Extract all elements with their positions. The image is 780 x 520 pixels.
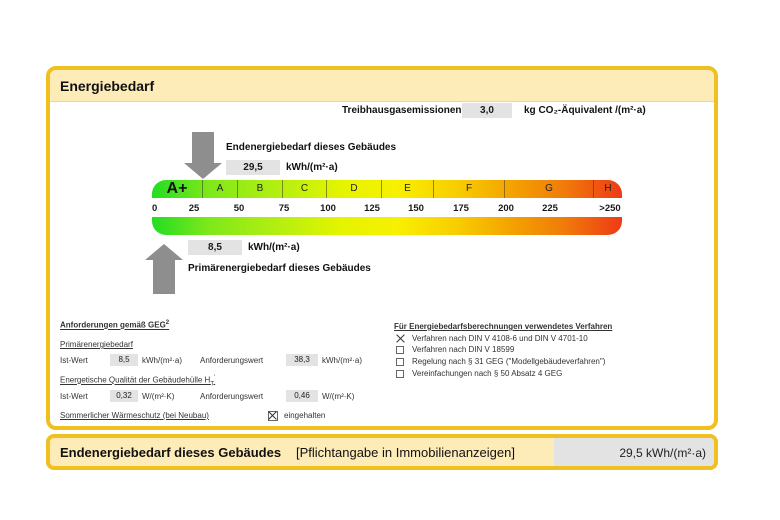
class-f: F: [434, 180, 505, 198]
end-energy-summary-bar: [46, 434, 718, 470]
primary-energy-label: Primärenergiebedarf dieses Gebäudes: [188, 263, 371, 274]
tick-50: 50: [233, 203, 245, 214]
end-energy-value: 29,5: [226, 160, 280, 175]
envelope-heading: Energetische Qualität der Gebäudehülle $H_T'$: [60, 375, 216, 388]
summary-note: [Pflichtangabe in Immobilienanzeigen]: [296, 445, 515, 460]
end-energy-arrow-icon: [192, 132, 214, 164]
class-h: H: [604, 183, 612, 194]
emissions-unit: kg CO₂-Äquivalent /(m²·a): [524, 105, 646, 116]
envelope-ist-label: Ist-Wert: [60, 392, 88, 401]
summer-protection-checkbox[interactable]: [268, 411, 278, 421]
envelope-req-unit: W/(m²·K): [322, 392, 355, 401]
method-label-4: Vereinfachungen nach § 50 Absatz 4 GEG: [412, 369, 563, 378]
tick-200: 200: [498, 203, 514, 214]
tick-100: 100: [320, 203, 336, 214]
method-label-2: Verfahren nach DIN V 18599: [412, 345, 515, 354]
summary-title: Endenergiebedarf dieses Gebäudes: [60, 445, 282, 460]
methods-title: Für Energiebedarfsberechnungen verwendetes Verfahren: [394, 322, 613, 331]
class-g: G: [505, 180, 594, 198]
primary-energy-scale: [152, 217, 622, 235]
tick-175: 175: [453, 203, 469, 214]
primary-ist-unit: kWh/(m²·a): [142, 356, 182, 365]
class-b: B: [238, 180, 283, 198]
scale-ticks: [152, 203, 622, 215]
primary-req-value: 38,3: [286, 354, 318, 366]
class-e: E: [382, 180, 434, 198]
summer-protection-label: Sommerlicher Wärmeschutz (bei Neubau): [60, 411, 209, 420]
class-c: C: [283, 180, 327, 198]
primary-ist-value: 8,5: [110, 354, 138, 366]
method-checkbox-2[interactable]: [396, 346, 404, 354]
primary-energy-unit: kWh/(m²·a): [248, 242, 300, 253]
emissions-value: 3,0: [462, 103, 512, 118]
method-checkbox-3[interactable]: [396, 358, 404, 366]
method-checkbox-1[interactable]: [396, 334, 405, 343]
tick-225: 225: [542, 203, 558, 214]
summary-value: 29,5 kWh/(m²·a): [554, 438, 714, 466]
primary-energy-arrow-icon: [153, 260, 175, 294]
tick-75: 75: [278, 203, 290, 214]
class-a: A: [203, 180, 238, 198]
tick-250: >250: [599, 203, 621, 214]
requirements-title: Anforderungen gemäß GEG$^2$: [60, 320, 170, 330]
envelope-req-value: 0,46: [286, 390, 318, 402]
panel-title: Energiebedarf: [60, 78, 155, 94]
tick-25: 25: [188, 203, 200, 214]
envelope-ist-unit: W/(m²·K): [142, 392, 175, 401]
primary-req-label: Anforderungswert: [200, 356, 264, 365]
panel-header: [50, 70, 714, 102]
primary-energy-value: 8,5: [188, 240, 242, 255]
class-aplus: A+: [152, 180, 203, 198]
efficiency-class-scale: [152, 180, 622, 198]
envelope-req-label: Anforderungswert: [200, 392, 264, 401]
method-label-1: Verfahren nach DIN V 4108-6 und DIN V 4701-10: [412, 334, 588, 343]
summer-protection-status: eingehalten: [284, 411, 326, 420]
method-checkbox-4[interactable]: [396, 370, 404, 378]
method-label-3: Regelung nach § 31 GEG ("Modellgebäudeverfahren"): [412, 357, 606, 366]
tick-0: 0: [152, 203, 158, 214]
envelope-ist-value: 0,32: [110, 390, 138, 402]
primary-req-unit: kWh/(m²·a): [322, 356, 362, 365]
primary-demand-heading: Primärenergiebedarf: [60, 340, 133, 349]
energy-demand-panel: [46, 66, 718, 430]
end-energy-unit: kWh/(m²·a): [286, 162, 338, 173]
primary-ist-label: Ist-Wert: [60, 356, 88, 365]
end-energy-label: Endenergiebedarf dieses Gebäudes: [226, 142, 397, 153]
tick-125: 125: [364, 203, 380, 214]
tick-150: 150: [408, 203, 424, 214]
emissions-label: Treibhausgasemissionen: [342, 105, 462, 116]
class-d: D: [327, 180, 382, 198]
